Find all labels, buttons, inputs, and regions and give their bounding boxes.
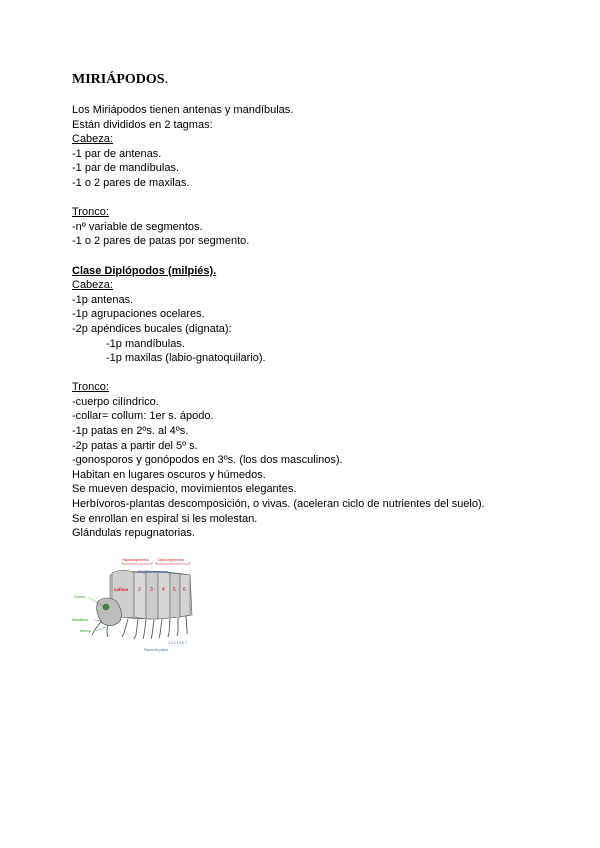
segment-number-3: 3	[150, 587, 153, 593]
label-ocelos: Ocelos	[74, 595, 86, 599]
text-line: -1p antenas.	[72, 293, 134, 306]
text-line: Habitan en lugares oscuros y húmedos.	[72, 468, 266, 481]
text-line: -2p apéndices bucales (dignata):	[72, 322, 232, 335]
text-line: Se mueven despacio, movimientos elegantes.	[72, 483, 297, 496]
label-collum: collum	[114, 587, 129, 592]
text-line: -1 o 2 pares de patas por segmento.	[72, 235, 250, 248]
section-heading: Clase Diplópodos (milpiés).	[72, 264, 217, 277]
segment-brackets	[122, 562, 190, 564]
label-haplosegmentos: Haplosegmentos	[122, 558, 149, 562]
blank-line	[72, 249, 542, 264]
segment-number-6: 6	[183, 587, 186, 593]
page-title	[72, 72, 168, 88]
text-line: Están divididos en 2 tagmas:	[72, 118, 213, 131]
millipede-diagram	[72, 553, 222, 653]
text-line: -1 par de antenas.	[72, 147, 162, 160]
segment-number-4: 4	[162, 587, 165, 593]
section-heading: Tronco:	[72, 381, 109, 394]
millipede-illustration	[72, 553, 222, 653]
section-heading: Cabeza:	[72, 279, 113, 292]
blank-line	[72, 191, 542, 206]
title-dot: .	[164, 72, 169, 87]
segment-number-5: 5	[173, 587, 176, 593]
text-line: -cuerpo cilíndrico.	[72, 395, 159, 408]
text-line: -1p mandíbulas.	[106, 337, 185, 350]
text-line: -1p agrupaciones ocelares.	[72, 308, 205, 321]
label-diplosegmentos: Diplosegmentos	[158, 558, 184, 562]
label-leg-numbers: 1 2 3 4 5 6 7	[168, 641, 187, 645]
text-line: -collar= collum: 1er s. ápodo.	[72, 410, 214, 423]
text-line: Se enrollan en espiral si les molestan.	[72, 512, 258, 525]
label-pares-de-patas: Pares de patas	[144, 648, 169, 652]
document-body	[72, 103, 542, 541]
text-line: -1p patas en 2ºs. al 4ºs.	[72, 425, 189, 438]
section-heading: Cabeza:	[72, 133, 113, 146]
label-terguitos: Terguitos corporales	[138, 570, 169, 574]
text-line: -1 par de mandíbulas.	[72, 162, 180, 175]
text-line: Los Miriápodos tienen antenas y mandíbulas.	[72, 104, 294, 116]
text-line: -1p maxilas (labio-gnatoquilario).	[106, 352, 266, 365]
blank-line	[72, 366, 542, 381]
segment-number-2: 2	[138, 587, 141, 593]
section-heading: Tronco:	[72, 206, 109, 219]
text-line: -2p patas a partir del 5º s.	[72, 439, 198, 452]
millipede-legs	[122, 616, 187, 639]
text-line: -1 o 2 pares de maxilas.	[72, 176, 190, 189]
text-line: Herbívoros-plantas descomposición, o vivas. (aceleran ciclo de nutrientes del suelo).	[72, 498, 485, 511]
text-line: Glándulas repugnatorias.	[72, 527, 195, 540]
text-line: -nº variable de segmentos.	[72, 220, 203, 233]
label-mandibula: Mandíbula	[72, 618, 88, 622]
text-line: -gonosporos y gonópodos en 3ºs. (los dos masculinos).	[72, 454, 343, 467]
title-text: MIRIÁPODOS	[72, 72, 165, 87]
millipede-body	[110, 570, 192, 619]
millipede-head	[92, 598, 121, 637]
label-antena: Antena	[80, 629, 91, 633]
